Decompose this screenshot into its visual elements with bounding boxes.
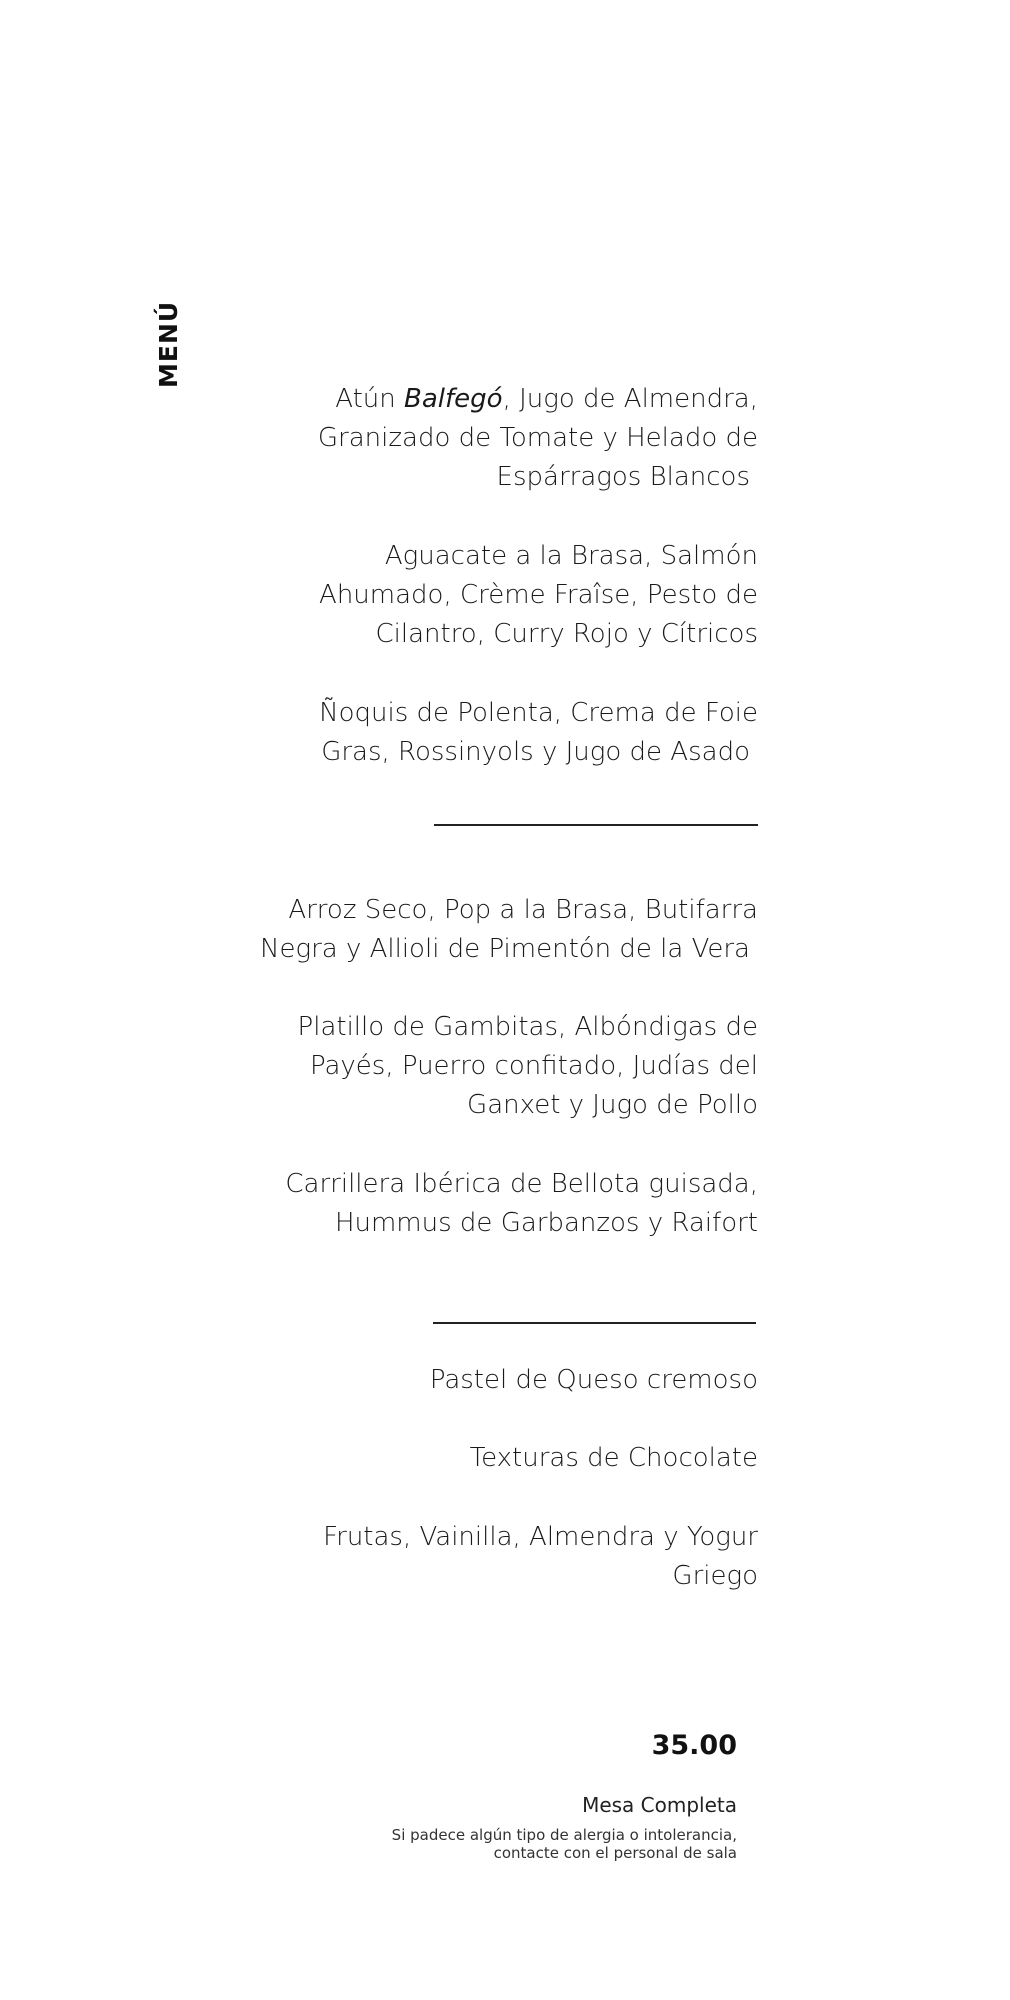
- dish-line: Ganxet y Jugo de Pollo: [467, 1090, 758, 1120]
- section-divider: [434, 824, 758, 826]
- dish-line: Granizado de Tomate y Helado de: [317, 423, 758, 453]
- dish-text-italic: Balfegó: [404, 384, 503, 414]
- dish-line: Gras, Rossinyols y Jugo de Asado: [321, 737, 750, 767]
- dish-starter-2: [220, 537, 758, 654]
- dish-line: Pastel de Queso cremoso: [429, 1365, 758, 1395]
- dish-line: Arroz Seco, Pop a la Brasa, Butifarra: [288, 895, 758, 925]
- dish-line: Griego: [672, 1561, 758, 1591]
- menu-price: 35.00: [651, 1730, 737, 1761]
- dish-line: Cilantro, Curry Rojo y Cítricos: [375, 619, 758, 649]
- dish-main-2: [220, 1008, 758, 1125]
- menu-title: MENÚ: [154, 300, 183, 388]
- dish-line: Negra y Allioli de Pimentón de la Vera: [260, 934, 750, 964]
- price-note: Mesa Completa: [582, 1793, 737, 1817]
- dish-line: Platillo de Gambitas, Albóndigas de: [297, 1012, 758, 1042]
- dish-line: Payés, Puerro confitado, Judías del: [309, 1051, 758, 1081]
- dish-line: Aguacate a la Brasa, Salmón: [384, 541, 758, 571]
- dish-line: Frutas, Vainilla, Almendra y Yogur: [323, 1522, 758, 1552]
- dish-line: [220, 380, 758, 419]
- dish-text: , Jugo de Almendra,: [502, 384, 758, 414]
- dish-dessert-3: [220, 1518, 758, 1596]
- allergy-line: Si padece algún tipo de alergia o intolerancia,: [391, 1826, 737, 1844]
- dish-line: Espárragos Blancos: [496, 462, 750, 492]
- dish-dessert-2: [220, 1439, 758, 1478]
- dish-line: Texturas de Chocolate: [469, 1443, 758, 1473]
- dish-starter-3: [220, 694, 758, 772]
- section-divider: [433, 1322, 756, 1324]
- dish-main-1: [220, 891, 758, 969]
- allergy-notice: [392, 1826, 737, 1862]
- dish-line: Ahumado, Crème Fraîse, Pesto de: [319, 580, 758, 610]
- allergy-line: contacte con el personal de sala: [493, 1844, 737, 1862]
- dish-dessert-1: [220, 1361, 758, 1400]
- dish-main-3: [220, 1165, 758, 1243]
- dish-text: Atún: [335, 384, 405, 414]
- dish-line: Hummus de Garbanzos y Raifort: [334, 1208, 758, 1238]
- dish-line: Carrillera Ibérica de Bellota guisada,: [285, 1169, 758, 1199]
- dish-line: Ñoquis de Polenta, Crema de Foie: [319, 698, 758, 728]
- dish-starter-1: [220, 380, 758, 497]
